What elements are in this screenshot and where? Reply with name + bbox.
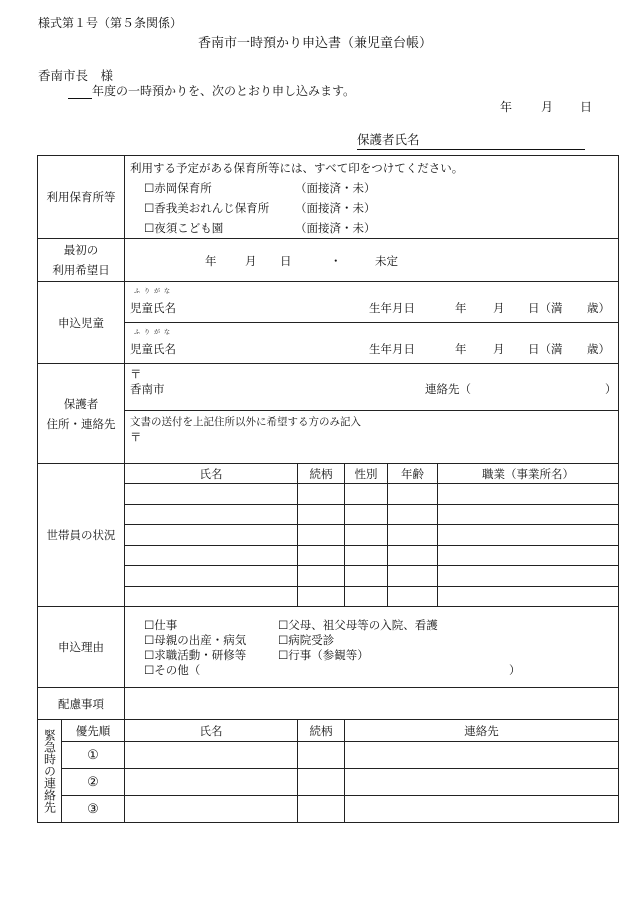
reason-hospital-visit[interactable]: ☐病院受診 bbox=[278, 633, 335, 647]
facility-label: 利用保育所等 bbox=[38, 156, 125, 239]
table-row[interactable] bbox=[38, 525, 619, 546]
emergency-label: 緊急時の連絡先 bbox=[38, 720, 62, 823]
household-cell[interactable] bbox=[298, 525, 345, 546]
form-title: 香南市一時預かり申込書（兼児童台帳） bbox=[197, 36, 432, 51]
guardian-postal: 〒 bbox=[130, 367, 142, 381]
reason-event[interactable]: ☐行事（参観等） bbox=[278, 648, 369, 662]
household-cell[interactable] bbox=[345, 586, 388, 607]
emergency-header-relation: 続柄 bbox=[298, 720, 345, 742]
emergency-name-field[interactable] bbox=[125, 769, 298, 796]
child-dob-day-2: 日（満 bbox=[528, 342, 563, 356]
child-dob-month-2: 月 bbox=[493, 342, 505, 356]
child-furigana-1: ふりがな bbox=[134, 288, 175, 295]
household-header-sex: 性別 bbox=[345, 464, 388, 484]
reason-job-seeking[interactable]: ☐求職活動・研修等 bbox=[144, 648, 247, 662]
guardian-alt-note: 文書の送付を上記住所以外に希望する方のみ記入 bbox=[130, 416, 361, 428]
emergency-header-contact: 連絡先 bbox=[345, 720, 619, 742]
form-number: 様式第１号（第５条関係） bbox=[38, 16, 183, 30]
first-use-dot: ・ bbox=[330, 254, 342, 268]
table-row[interactable] bbox=[38, 504, 619, 525]
emergency-relation-field[interactable] bbox=[298, 742, 345, 769]
household-cell[interactable] bbox=[388, 504, 438, 525]
child-age-2: 歳） bbox=[587, 342, 610, 356]
household-cell[interactable] bbox=[345, 525, 388, 546]
facility-option-yasu[interactable]: ☐夜須こども園 bbox=[144, 221, 224, 235]
reason-work[interactable]: ☐仕事 bbox=[144, 618, 178, 632]
facility-status-yasu[interactable]: （面接済・未） bbox=[295, 221, 376, 235]
date-month: 月 bbox=[541, 100, 554, 114]
emergency-contact-field[interactable] bbox=[345, 796, 619, 823]
household-header-occupation: 職業（事業所名） bbox=[438, 464, 619, 484]
table-row[interactable] bbox=[38, 769, 619, 796]
table-row[interactable] bbox=[38, 742, 619, 769]
household-cell[interactable] bbox=[438, 504, 619, 525]
household-header-age: 年齢 bbox=[388, 464, 438, 484]
household-cell[interactable] bbox=[345, 484, 388, 505]
child-dob-label-1: 生年月日 bbox=[369, 301, 415, 315]
date-year: 年 bbox=[500, 100, 513, 114]
emergency-relation-field[interactable] bbox=[298, 769, 345, 796]
guardian-city: 香南市 bbox=[130, 382, 165, 396]
household-header-relation: 続柄 bbox=[298, 464, 345, 484]
emergency-priority-3: ③ bbox=[62, 796, 125, 823]
household-cell[interactable] bbox=[438, 545, 619, 566]
guardian-contact-close: ） bbox=[605, 382, 617, 396]
child-name-label-1: 児童氏名 bbox=[130, 301, 176, 315]
year-blank[interactable] bbox=[68, 88, 92, 99]
child-furigana-2: ふりがな bbox=[134, 329, 175, 336]
addressee: 香南市長 様 bbox=[38, 68, 114, 83]
date-day: 日 bbox=[580, 100, 593, 114]
household-cell[interactable] bbox=[125, 545, 298, 566]
emergency-contact-field[interactable] bbox=[345, 742, 619, 769]
household-cell[interactable] bbox=[298, 484, 345, 505]
household-cell[interactable] bbox=[438, 586, 619, 607]
consideration-label: 配慮事項 bbox=[38, 688, 125, 720]
household-cell[interactable] bbox=[345, 545, 388, 566]
emergency-priority-2: ② bbox=[62, 769, 125, 796]
emergency-priority-1: ① bbox=[62, 742, 125, 769]
child-name-label-2: 児童氏名 bbox=[130, 342, 176, 356]
guardian-contact-label: 連絡先（ bbox=[425, 382, 471, 396]
guardian-name-label: 保護者氏名 bbox=[357, 132, 420, 147]
household-cell[interactable] bbox=[388, 586, 438, 607]
first-use-year: 年 bbox=[205, 254, 217, 268]
reason-cell bbox=[125, 607, 619, 688]
facility-status-akaoka[interactable]: （面接済・未） bbox=[295, 181, 376, 195]
first-use-month: 月 bbox=[245, 254, 257, 268]
household-cell[interactable] bbox=[438, 566, 619, 587]
consideration-field[interactable] bbox=[125, 688, 619, 720]
emergency-name-field[interactable] bbox=[125, 742, 298, 769]
household-cell[interactable] bbox=[388, 525, 438, 546]
first-use-label: 最初の 利用希望日 bbox=[38, 239, 125, 282]
household-cell[interactable] bbox=[438, 525, 619, 546]
facility-option-akaoka[interactable]: ☐赤岡保育所 bbox=[144, 181, 212, 195]
household-cell[interactable] bbox=[298, 566, 345, 587]
household-cell[interactable] bbox=[298, 504, 345, 525]
table-row[interactable] bbox=[38, 484, 619, 505]
child-age-1: 歳） bbox=[587, 301, 610, 315]
household-cell[interactable] bbox=[345, 504, 388, 525]
intro-line bbox=[38, 82, 355, 99]
household-cell[interactable] bbox=[438, 484, 619, 505]
household-cell[interactable] bbox=[388, 484, 438, 505]
child-dob-month-1: 月 bbox=[493, 301, 505, 315]
emergency-name-field[interactable] bbox=[125, 796, 298, 823]
table-row[interactable] bbox=[38, 586, 619, 607]
table-row[interactable] bbox=[38, 796, 619, 823]
emergency-contact-field[interactable] bbox=[345, 769, 619, 796]
reason-other[interactable]: ☐その他（ bbox=[144, 663, 201, 677]
reason-mother-birth-illness[interactable]: ☐母親の出産・病気 bbox=[144, 633, 247, 647]
table-row[interactable] bbox=[38, 545, 619, 566]
table-row[interactable] bbox=[38, 566, 619, 587]
guardian-alt-address-cell[interactable] bbox=[125, 411, 619, 464]
facility-instruction: 利用する予定がある保育所等には、すべて印をつけてください。 bbox=[130, 161, 464, 175]
facility-cell bbox=[125, 156, 619, 239]
application-table bbox=[37, 155, 619, 823]
household-cell[interactable] bbox=[125, 566, 298, 587]
emergency-header-priority: 優先順 bbox=[62, 720, 125, 742]
household-cell[interactable] bbox=[125, 484, 298, 505]
first-use-cell[interactable] bbox=[125, 239, 619, 282]
guardian-address-cell[interactable] bbox=[125, 364, 619, 411]
first-use-day: 日 bbox=[280, 254, 292, 268]
child-dob-year-2: 年 bbox=[455, 342, 467, 356]
child-row-2[interactable] bbox=[125, 323, 619, 364]
household-cell[interactable] bbox=[125, 586, 298, 607]
first-use-undecided[interactable]: 未定 bbox=[375, 254, 398, 268]
facility-status-kagami[interactable]: （面接済・未） bbox=[295, 201, 376, 215]
reason-other-close: ） bbox=[509, 663, 521, 677]
guardian-name-field[interactable] bbox=[357, 130, 585, 150]
intro-text: 年度の一時預かりを、次のとおり申し込みます。 bbox=[92, 84, 356, 98]
household-cell[interactable] bbox=[388, 566, 438, 587]
household-cell[interactable] bbox=[388, 545, 438, 566]
guardian-alt-postal: 〒 bbox=[130, 430, 142, 444]
emergency-header-name: 氏名 bbox=[125, 720, 298, 742]
household-label: 世帯員の状況 bbox=[38, 464, 125, 607]
household-cell[interactable] bbox=[125, 525, 298, 546]
household-cell[interactable] bbox=[125, 504, 298, 525]
household-cell[interactable] bbox=[298, 586, 345, 607]
child-label: 申込児童 bbox=[38, 282, 125, 364]
household-header-name: 氏名 bbox=[125, 464, 298, 484]
guardian-label: 保護者 住所・連絡先 bbox=[38, 364, 125, 464]
facility-option-kagami[interactable]: ☐香我美おれんじ保育所 bbox=[144, 201, 270, 215]
household-cell[interactable] bbox=[345, 566, 388, 587]
child-row-1[interactable] bbox=[125, 282, 619, 323]
household-cell[interactable] bbox=[298, 545, 345, 566]
emergency-relation-field[interactable] bbox=[298, 796, 345, 823]
reason-label: 申込理由 bbox=[38, 607, 125, 688]
child-dob-label-2: 生年月日 bbox=[369, 342, 415, 356]
child-dob-day-1: 日（満 bbox=[528, 301, 563, 315]
child-dob-year-1: 年 bbox=[455, 301, 467, 315]
reason-hospitalization-care[interactable]: ☐父母、祖父母等の入院、看護 bbox=[278, 618, 438, 632]
